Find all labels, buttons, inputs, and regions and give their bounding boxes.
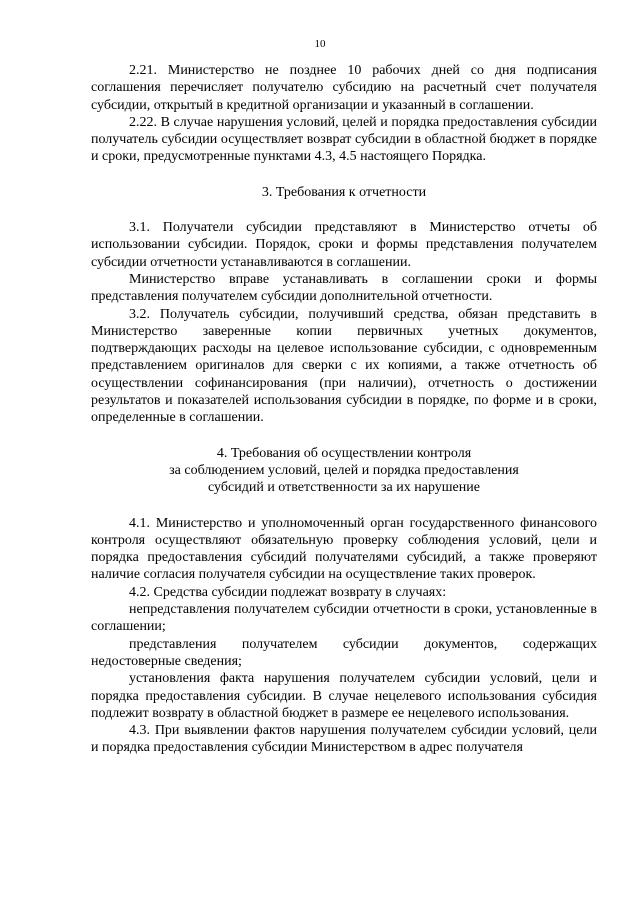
- section-3-heading: 3. Требования к отчетности: [261, 184, 427, 200]
- spacer: [91, 166, 597, 184]
- section-4-heading-line-3: субсидий и ответственности за их нарушение: [208, 480, 480, 496]
- spacer: [91, 427, 597, 445]
- paragraph-4-2-case-1: непредставления получателем субсидии отчетности в сроки, установленные в соглашении;: [91, 602, 597, 635]
- spacer: [91, 201, 597, 219]
- paragraph-4-2-case-2: представления получателем субсидии документов, содержащих недостоверные сведения;: [91, 636, 597, 669]
- paragraph-2-21: 2.21. Министерство не позднее 10 рабочих дней со дня подписания соглашения перечисляет получателю субсидию на расчетный счет получателя субсидии, открытый в кредитной организации и указанный в соглашении.: [91, 63, 597, 113]
- document-body: [91, 62, 597, 757]
- paragraph-3-1-extra: Министерство вправе устанавливать в соглашении сроки и формы представления получателем субсидии дополнительной отчетности.: [91, 271, 597, 305]
- paragraph-4-2: 4.2. Средства субсидии подлежат возврату в случаях:: [129, 584, 447, 600]
- paragraph-3-1: 3.1. Получатели субсидии представляют в Министерство отчеты об использовании субсидии. Порядок, сроки и формы представления получателем субсидии отчетности устанавливаются в соглашении.: [91, 220, 597, 270]
- section-4-heading-line-2: за соблюдением условий, целей и порядка предоставления: [169, 462, 519, 478]
- paragraph-2-22: 2.22. В случае нарушения условий, целей и порядка предоставления субсидии получатель субсидии осуществляет возврат субсидии в областной бюджет в порядке и сроки, предусмотренные пунктами 4.3, 4.5 настоящего Порядка.: [91, 114, 597, 165]
- page-number: 10: [314, 38, 326, 50]
- paragraph-4-1: 4.1. Министерство и уполномоченный орган государственного финансового контроля осуществляют обязательную проверку соблюдения условий, цели и порядка предоставления субсидий получателями субсидий, а также проверяют наличие согласия получателя субсидии на осуществление таких проверок.: [91, 515, 597, 583]
- paragraph-3-2: 3.2. Получатель субсидии, получивший средства, обязан представить в Министерство заверенные копии первичных учетных документов, подтверждающих расходы на целевое использование субсидии, с одновременным представлением оригиналов для сверки с их копиями, а также отчетность об осуществлении софинансирования (при наличии), отчетность о достижении результатов и показателей использования субсидии в порядке, по форме и в сроки, определенные в соглашении.: [91, 306, 597, 426]
- section-4-heading-line-1: 4. Требования об осуществлении контроля: [216, 445, 472, 461]
- spacer: [91, 497, 597, 515]
- paragraph-4-2-case-3: установления факта нарушения получателем субсидии условий, цели и порядка предоставления субсидии. В случае нецелевого использования субсидия подлежит возврату в областной бюджет в размере ее нецелевого использования.: [91, 671, 597, 721]
- paragraph-4-3: 4.3. При выявлении фактов нарушения получателем субсидии условий, цели и порядка предоставления субсидии Министерством в адрес получателя: [91, 723, 597, 756]
